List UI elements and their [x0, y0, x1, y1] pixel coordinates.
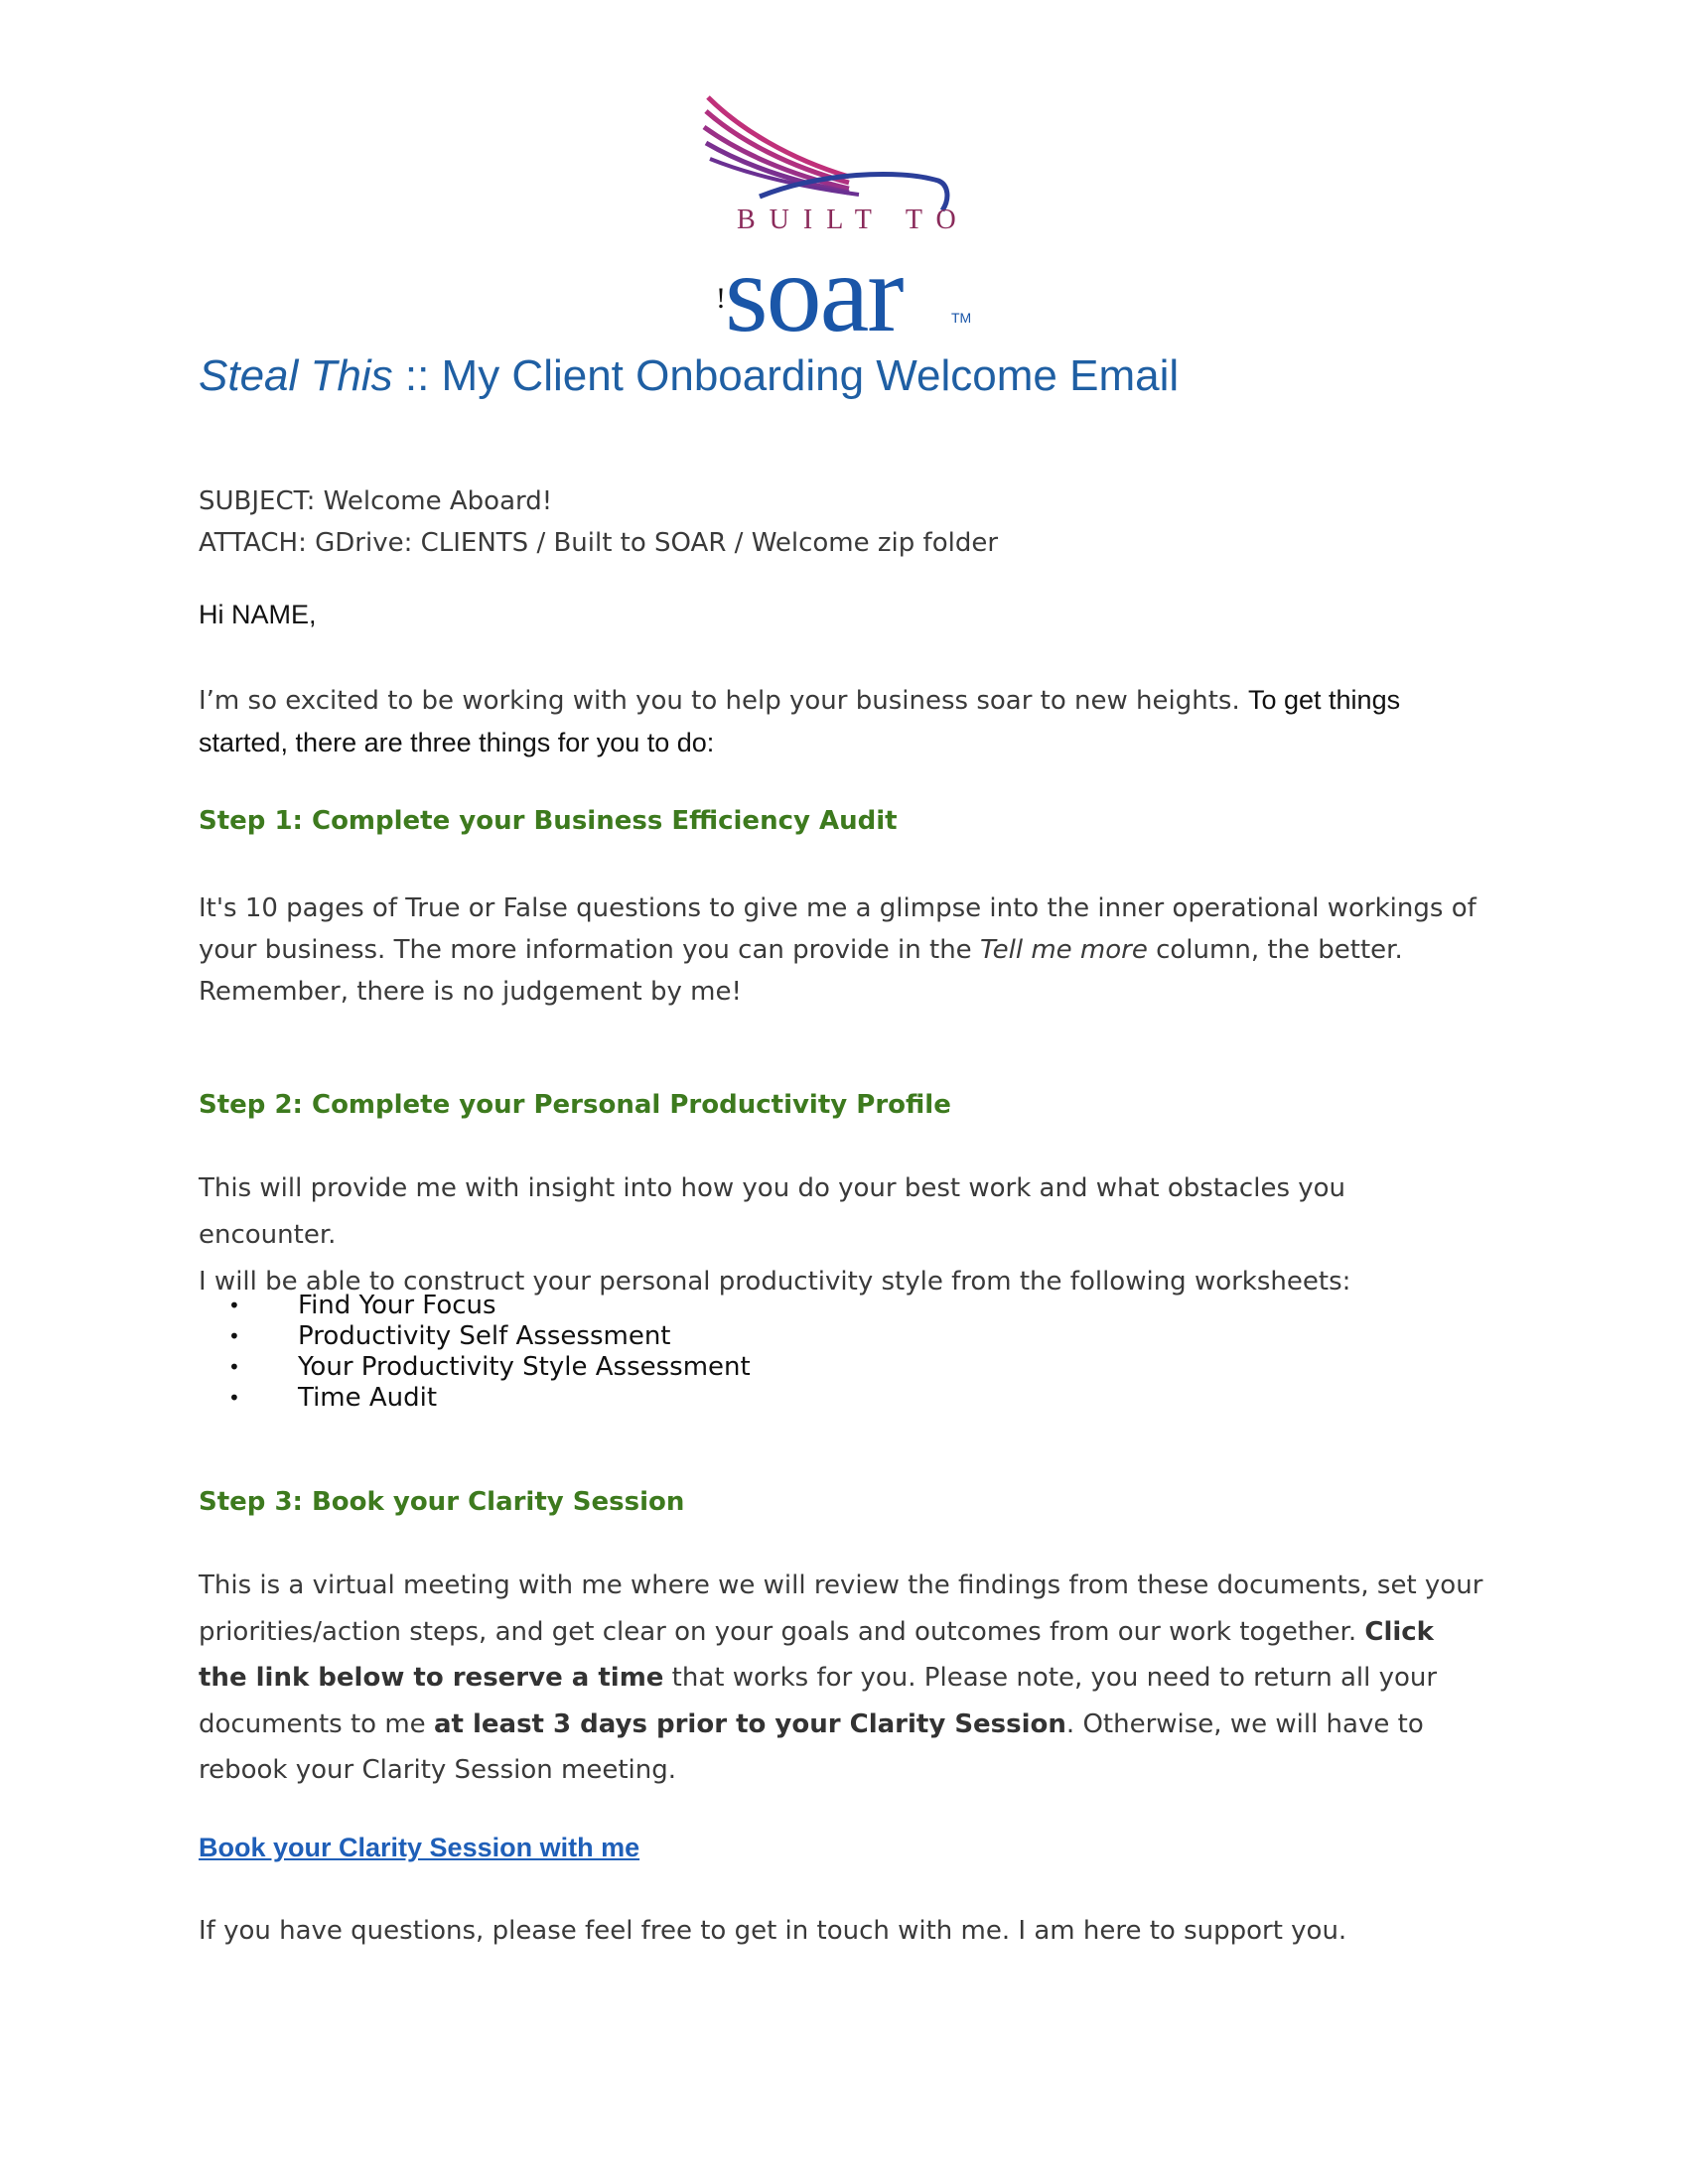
logo-built-to-text: BUILT TO [737, 205, 970, 235]
built-to-soar-logo [700, 89, 1196, 355]
step1-body-after: column, the better. Remember, there is no judgement by me! [199, 935, 1403, 1007]
title-italic: Steal This [199, 351, 393, 400]
step2-body-line2: I will be able to construct your personal productivity style from the following worksheets: [199, 1267, 1351, 1297]
step1-body-before: It's 10 pages of True or False questions to give me a glimpse into the inner operational workings of your business. The more information you can provide in the [199, 893, 1477, 965]
attach-line: ATTACH: GDrive: CLIENTS / Built to SOAR / Welcome zip folder [199, 528, 999, 558]
step3-body-e: . Otherwise, we will have to rebook your Clarity Session meeting. [199, 1708, 1424, 1785]
step3-body [199, 1563, 1489, 1794]
step3-heading: Step 3: Book your Clarity Session [199, 1487, 685, 1517]
list-item-label: Find Your Focus [298, 1291, 496, 1320]
list-item [199, 1291, 751, 1321]
list-item-label: Time Audit [298, 1383, 438, 1413]
greeting: Hi NAME, [199, 600, 317, 629]
logo-mark-glyph: ! [716, 282, 726, 315]
list-item [199, 1352, 751, 1383]
bullet-icon: • [228, 1294, 240, 1317]
list-item [199, 1383, 751, 1414]
list-item [199, 1321, 751, 1352]
step2-body [199, 1165, 1489, 1305]
step1-heading: Step 1: Complete your Business Efficiency Audit [199, 806, 898, 836]
bullet-icon: • [228, 1324, 240, 1348]
intro-part1: I’m so excited to be working with you to help your business soar to new heights. [199, 686, 1248, 716]
step1-body [199, 887, 1489, 1013]
email-meta [199, 480, 998, 564]
step2-body-line1: This will provide me with insight into how you do your best work and what obstacles you encounter. [199, 1173, 1346, 1250]
closing-paragraph: If you have questions, please feel free to get in touch with me. I am here to support you. [199, 1916, 1347, 1946]
step2-heading: Step 2: Complete your Personal Productivity Profile [199, 1090, 951, 1120]
title-rest: :: My Client Onboarding Welcome Email [392, 351, 1180, 400]
worksheet-list [199, 1291, 751, 1414]
bullet-icon: • [228, 1355, 240, 1379]
intro-part2: To get things started, there are three things for you to do: [199, 685, 1401, 757]
bullet-icon: • [228, 1386, 240, 1410]
step3-body-d: at least 3 days prior to your Clarity Session [433, 1708, 1066, 1739]
list-item-label: Your Productivity Style Assessment [298, 1352, 751, 1382]
intro-paragraph [199, 679, 1489, 764]
book-clarity-session-link[interactable]: Book your Clarity Session with me [199, 1833, 640, 1862]
step1-body-italic: Tell me more [979, 935, 1148, 965]
logo-trademark: TM [951, 310, 972, 326]
subject-line: SUBJECT: Welcome Aboard! [199, 486, 553, 516]
step3-body-b: Click the link below to reserve a time [199, 1616, 1434, 1693]
step3-body-a: This is a virtual meeting with me where we will review the findings from these documents, set your priorities/action steps, and get clear on your goals and outcomes from our work together. [199, 1570, 1483, 1647]
logo-soar-text: soar [725, 232, 903, 355]
list-item-label: Productivity Self Assessment [298, 1321, 671, 1351]
step3-body-c: that works for you. Please note, you need to return all your documents to me [199, 1663, 1438, 1739]
page-title [199, 351, 1179, 401]
